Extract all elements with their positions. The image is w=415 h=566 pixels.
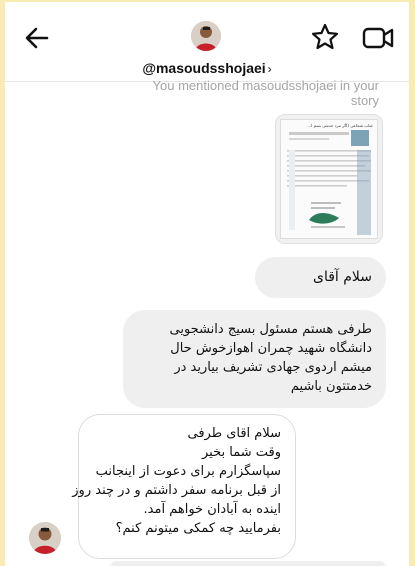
- message-line: اینده به آبادان خواهم آمد.: [143, 502, 281, 517]
- message-line: دانشگاه شهید چمران اهوازخوش حال: [170, 341, 372, 356]
- message-line: میشم اردوی جهادی تشریف بیارید در: [174, 360, 372, 375]
- message-line: وقت شما بخیر: [202, 445, 281, 460]
- video-camera-icon[interactable]: [361, 24, 395, 52]
- story-document-image: [280, 119, 378, 239]
- chat-screen: [5, 2, 409, 566]
- message-line: سپاسگزارم برای دعوت از اینجانب: [95, 464, 281, 479]
- chat-username[interactable]: [5, 60, 409, 76]
- story-mention-note: You mentioned masoudsshojaei in your story: [152, 78, 379, 108]
- story-thumbnail[interactable]: [275, 114, 383, 244]
- story-doc-title: جناب شجاعی (اگر مرد خدمتی بسم ا...: [307, 123, 373, 128]
- message-line: از قبل برنامه سفر داشتم و در چند روز: [72, 483, 281, 498]
- username-text: @masoudsshojaei: [142, 60, 266, 76]
- message-bubble-sent[interactable]: سلام آقای: [255, 257, 386, 298]
- message-line: طرفی هستم مسئول بسیج دانشجویی: [169, 322, 372, 337]
- next-message-edge: [110, 561, 386, 566]
- chevron-right-icon: ›: [267, 62, 272, 76]
- message-line: خدمتتون باشیم: [290, 379, 372, 394]
- message-bubble-sent[interactable]: [123, 310, 386, 408]
- back-icon[interactable]: [23, 24, 51, 52]
- star-icon[interactable]: [310, 22, 340, 52]
- sender-avatar[interactable]: [29, 522, 61, 554]
- message-line: سلام اقای طرفی: [187, 426, 281, 441]
- message-line: بفرمایید چه کمکی میتونم کنم؟: [115, 521, 281, 536]
- header-avatar[interactable]: [191, 21, 221, 51]
- message-bubble-received[interactable]: [72, 414, 296, 559]
- chat-header: [5, 2, 409, 82]
